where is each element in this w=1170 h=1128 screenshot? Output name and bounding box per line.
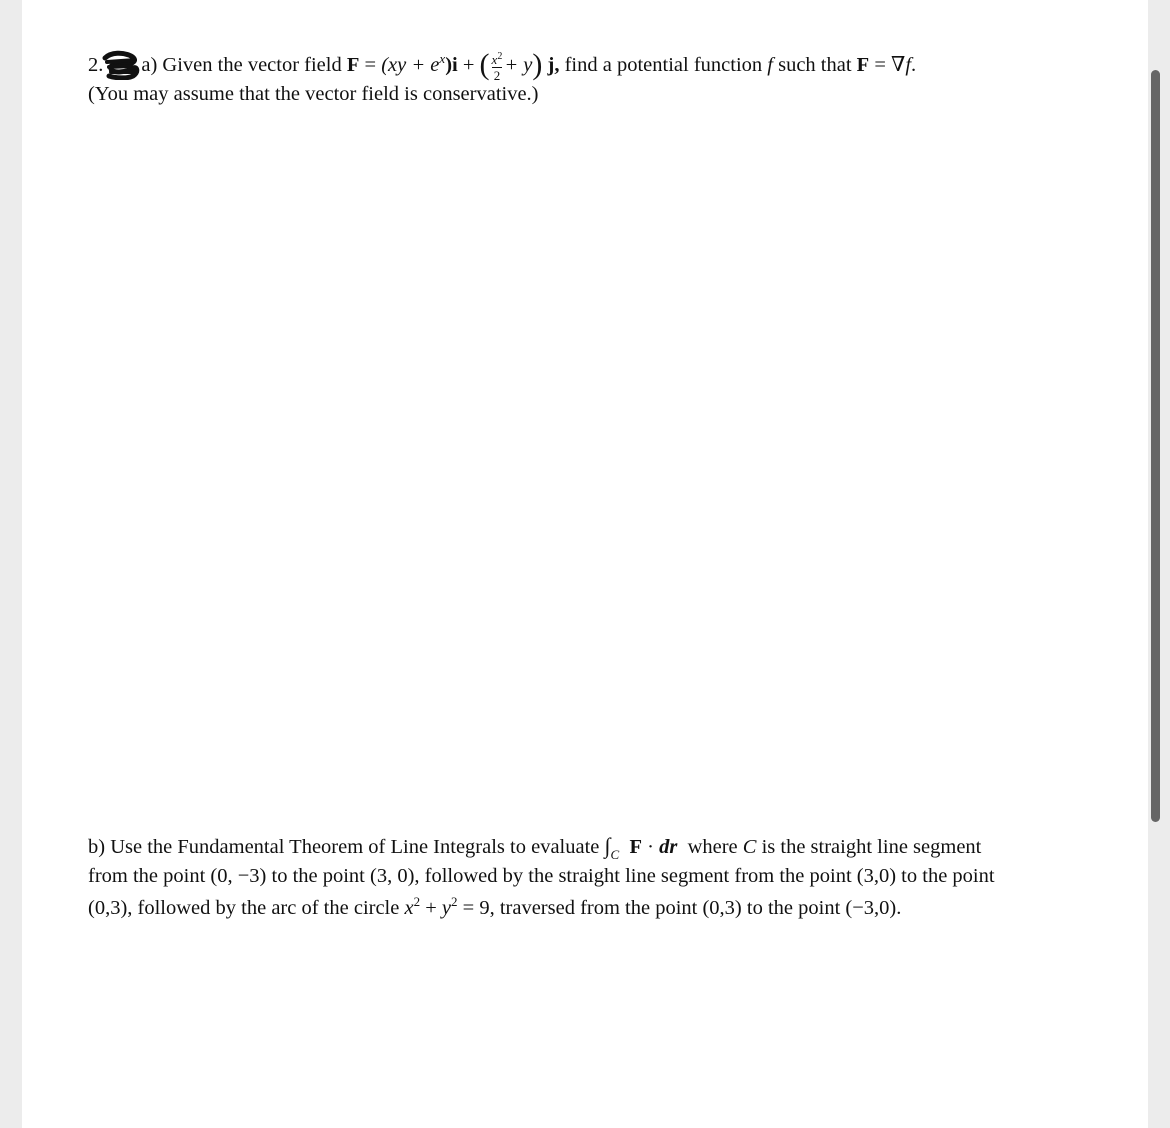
i-component: (xy + e xyxy=(381,54,440,76)
x-exponent: 2 xyxy=(413,894,421,909)
redaction-scribble xyxy=(101,50,141,80)
frac-numerator: x xyxy=(491,52,498,68)
fraction-x2-over-2 xyxy=(492,50,503,82)
equals-sign: = xyxy=(359,54,382,76)
part-b-line-2: from the point (0, −3) to the point (3, 0), followed by the straight line segment from the point (3,0) to the point xyxy=(88,865,995,887)
part-a-label: a) Given the vector field xyxy=(141,54,342,76)
integrand-F: F xyxy=(629,836,642,858)
dot-product: · xyxy=(642,836,660,858)
vertical-scrollbar[interactable] xyxy=(1151,70,1160,822)
left-paren: ( xyxy=(479,48,490,81)
f-symbol-end: f xyxy=(905,54,912,76)
part-b-line-1 xyxy=(88,834,981,867)
document-page xyxy=(22,0,1148,1128)
f-symbol: f xyxy=(767,54,773,76)
right-paren: ) xyxy=(532,48,543,81)
y-exponent: 2 xyxy=(451,894,458,909)
plus-sign-b: + xyxy=(420,897,442,919)
part-b-line1-end: is the straight line segment xyxy=(756,836,982,858)
integrand-dr: dr xyxy=(659,836,678,858)
frac-num-exponent: 2 xyxy=(497,51,503,63)
problem-number: 2. xyxy=(88,54,104,76)
part-a-line-1 xyxy=(88,47,916,82)
plus-sign: + xyxy=(457,54,480,76)
integral-subscript: C xyxy=(610,847,620,862)
frac-denominator: 2 xyxy=(493,68,501,84)
part-b-line3-end: = 9, traversed from the point (0,3) to the point (−3,0). xyxy=(457,897,902,919)
part-a-line-2: (You may assume that the vector field is conservative.) xyxy=(88,83,539,105)
curve-C: C xyxy=(742,836,757,858)
period: . xyxy=(911,54,917,76)
field-F: F xyxy=(346,54,360,76)
part-b-line-3 xyxy=(88,890,901,920)
such-text: such that xyxy=(772,54,857,76)
j-rest: + y xyxy=(504,54,533,76)
i-exponent: x xyxy=(439,51,446,66)
var-y: y xyxy=(441,897,452,919)
j-unit: j, xyxy=(547,54,560,76)
i-close: )i xyxy=(445,54,458,76)
part-b-intro: b) Use the Fundamental Theorem of Line Integrals to evaluate xyxy=(88,836,605,858)
var-x: x xyxy=(404,897,414,919)
where-text: where xyxy=(682,836,743,858)
part-b-line3-start: (0,3), followed by the arc of the circle xyxy=(88,897,405,919)
integral-sign: ∫ xyxy=(604,833,611,858)
grad-eq: = ∇ xyxy=(869,54,906,76)
field-F-end: F xyxy=(856,54,870,76)
find-text: find a potential function xyxy=(559,54,768,76)
